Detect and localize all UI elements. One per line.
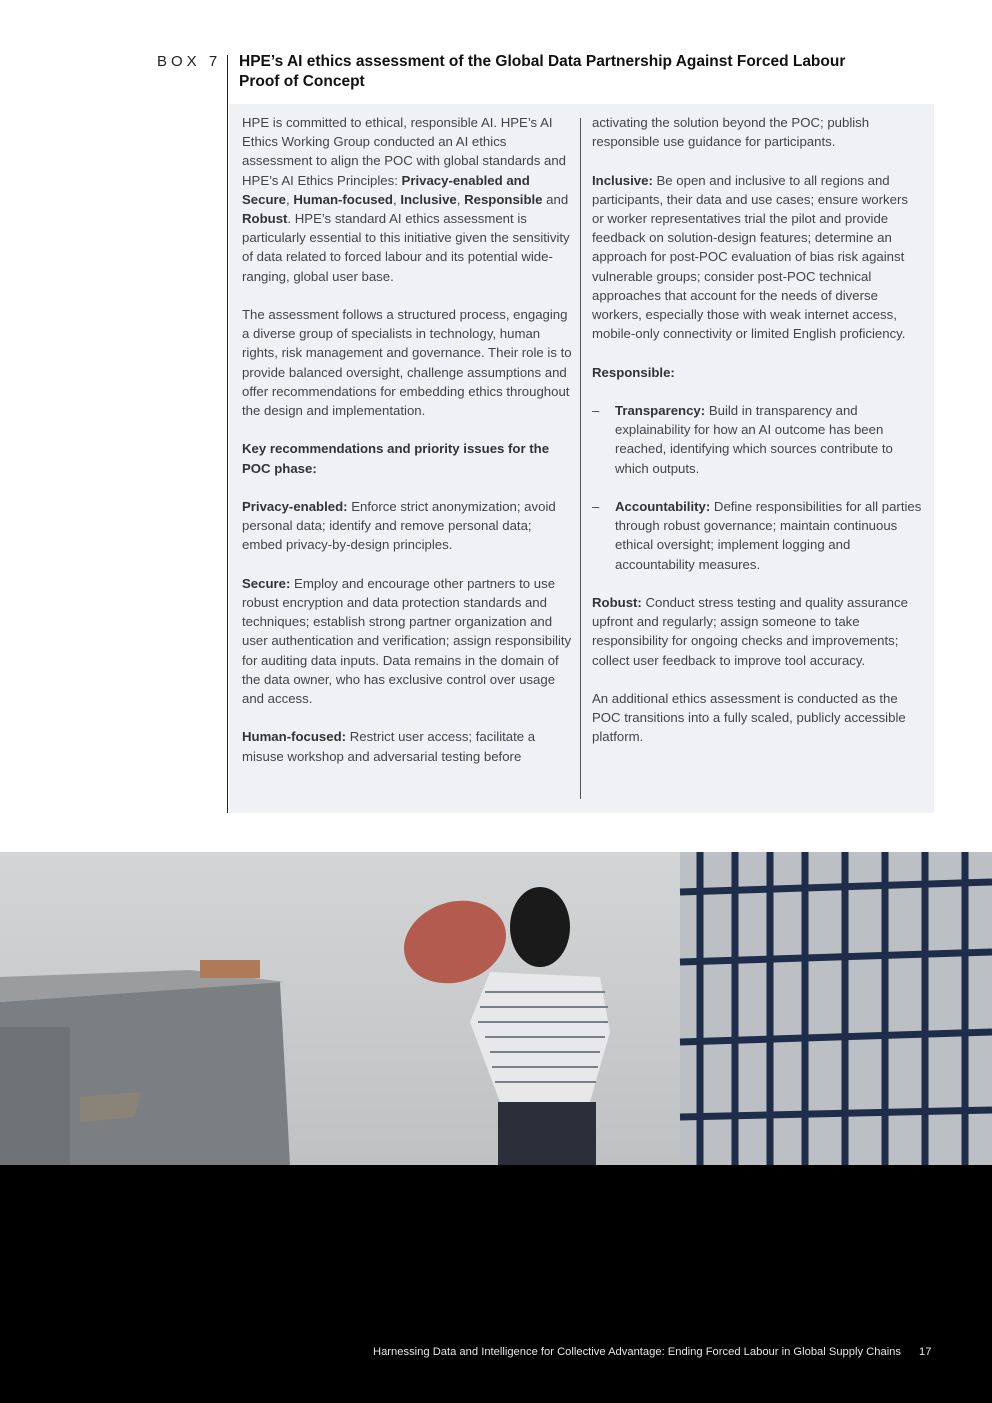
dash-bullet: – xyxy=(592,403,600,418)
intro-text-a: HPE is committed to ethical, responsible AI. HPE’s AI Ethics Working Group conducted an AI ethics assessment to align the POC with global standards and HPE’s AI Ethics Principles: xyxy=(242,115,567,188)
report-title: Harnessing Data and Intelligence for Collective Advantage: xyxy=(373,1346,665,1358)
box-label: BOX 7 xyxy=(157,53,222,70)
sep-and: and xyxy=(542,191,569,207)
principle-privacy-secure: Privacy-enabled and Secure xyxy=(242,172,530,207)
principle-inclusive: Inclusive xyxy=(400,191,457,207)
box-title-line2: Proof of Concept xyxy=(239,73,365,90)
transparency-label: Transparency: xyxy=(615,403,706,418)
responsible-label: Responsible: xyxy=(592,364,675,380)
privacy-paragraph xyxy=(242,497,572,555)
principle-human: Human-focused xyxy=(293,191,393,207)
key-recommendations-heading xyxy=(242,439,572,477)
photo-illustration xyxy=(0,852,992,1165)
privacy-text: Enforce strict anonymization; avoid personal data; identify and remove personal data; embed privacy-by-design principles. xyxy=(242,499,556,553)
human-paragraph xyxy=(242,727,572,765)
accountability-item xyxy=(592,497,922,574)
secure-label: Secure: xyxy=(242,575,291,591)
responsible-heading xyxy=(592,363,922,382)
wall-pillar xyxy=(0,1027,70,1165)
right-column xyxy=(592,113,922,766)
footer-band xyxy=(0,1165,992,1403)
box-vertical-rule xyxy=(227,55,228,813)
box-title xyxy=(239,52,919,92)
page-number: 17 xyxy=(919,1346,932,1358)
robust-paragraph xyxy=(592,593,922,670)
principle-robust: Robust xyxy=(242,211,288,227)
privacy-label: Privacy-enabled: xyxy=(242,499,348,515)
box-title-line1: HPE’s AI ethics assessment of the Global Data Partnership Against Forced Labour xyxy=(239,53,846,70)
principle-responsible: Responsible xyxy=(464,191,543,207)
inclusive-label: Inclusive: xyxy=(592,172,653,188)
human-label: Human-focused: xyxy=(242,729,347,745)
transparency-item xyxy=(592,401,922,478)
child-shorts xyxy=(498,1102,596,1165)
brick xyxy=(200,960,260,978)
robust-label: Robust: xyxy=(592,595,642,610)
key-heading-text: Key recommendations and priority issues for the POC phase: xyxy=(242,441,550,476)
photo-child-carrying-bucket xyxy=(0,852,992,1165)
sep-comma-2: , xyxy=(392,191,401,207)
report-subtitle: Ending Forced Labour in Global Supply Chains xyxy=(664,1346,901,1358)
left-column xyxy=(242,113,572,785)
continued-paragraph: activating the solution beyond the POC; publish responsible use guidance for participants. xyxy=(592,115,870,150)
transparency-text: Build in transparency and explainability for how an AI outcome has been reached, identifying which sources contribute to which outputs. xyxy=(615,403,893,476)
sep-comma-3: , xyxy=(456,191,465,207)
accountability-text: Define responsibilities for all parties through robust governance; maintain continuous ethical oversight; implement logging and accountability measures. xyxy=(615,499,922,572)
footer-report-title xyxy=(373,1346,901,1358)
child-hair xyxy=(510,887,570,967)
intro-text-b: . HPE’s standard AI ethics assessment is particularly essential to this initiative given the sensitivity of data related to forced labour and its potential wide-ranging, global user base. xyxy=(242,211,570,284)
sep-comma-1: , xyxy=(286,191,294,207)
column-divider xyxy=(580,118,581,799)
dash-bullet: – xyxy=(592,499,600,514)
accountability-label: Accountability: xyxy=(615,499,711,514)
secure-paragraph xyxy=(242,574,572,708)
process-paragraph: The assessment follows a structured process, engaging a diverse group of specialists in technology, human rights, risk management and governance. Their role is to provide balanced oversight, challenge assumptions and offer recommendations for embedding ethics throughout the design and implementation. xyxy=(242,307,572,419)
inclusive-paragraph xyxy=(592,171,922,344)
inclusive-text: Be open and inclusive to all regions and participants, their data and use cases; ensure workers or worker representatives trial the pilot and provide feedback on solution-design features; determine an approach for post-POC evaluation of bias risk against vulnerable groups; consider post-POC technical approaches that account for the needs of diverse workers, especially those with weak internet access, mobile-only connectivity or limited English proficiency. xyxy=(592,172,908,342)
additional-paragraph: An additional ethics assessment is conducted as the POC transitions into a fully scaled, publicly accessible platform. xyxy=(592,691,906,745)
human-text: Restrict user access; facilitate a misuse workshop and adversarial testing before xyxy=(242,729,536,764)
intro-paragraph xyxy=(242,113,572,286)
secure-text: Employ and encourage other partners to use robust encryption and data protection standards and techniques; establish strong partner organization and user authentication and verification; assign responsibility for auditing data inputs. Data remains in the domain of the data owner, who has exclusive control over usage and access. xyxy=(242,575,572,707)
robust-text: Conduct stress testing and quality assurance upfront and regularly; assign someone to take responsibility for ongoing checks and improvements; collect user feedback to improve tool accuracy. xyxy=(592,595,908,668)
